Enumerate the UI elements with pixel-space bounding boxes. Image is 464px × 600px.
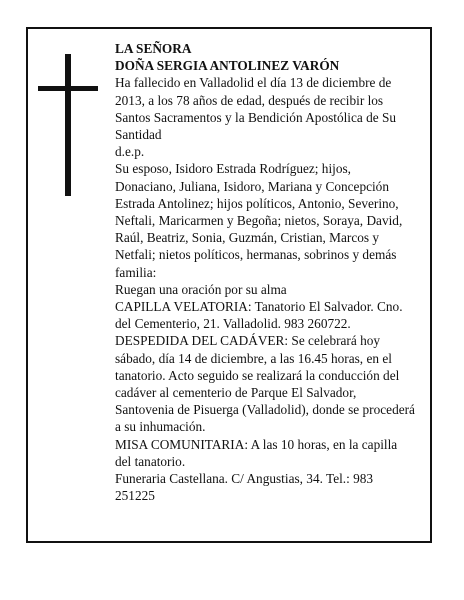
title-line-1: LA SEÑORA xyxy=(115,41,192,56)
family-list: Su esposo, Isidoro Estrada Rodríguez; hijos, Donaciano, Juliana, Isidoro, Mariana y Concepción Estrada Antolinez; hijos políticos, Antonio, Severino, Neftali, Maricarmen y Begoña; nietos, Soraya, David, Raúl, Beatriz, Sonia, Guzmán, Cristian, Marcos y Netfali; nietos políticos, hermanas, sobrinos y demás familia: xyxy=(115,161,403,280)
cross-vertical-bar xyxy=(65,54,71,196)
death-notice: Ha fallecido en Valladolid el día 13 de diciembre de 2013, a los 78 años de edad, después de recibir los Santos Sacramentos y la Bendición Apostólica de Su Santidad xyxy=(115,75,397,143)
deceased-name: DOÑA SERGIA ANTOLINEZ VARÓN xyxy=(115,58,340,74)
funeral-home-info: Funeraria Castellana. C/ Angustias, 34. Tel.: 983 251225 xyxy=(115,471,374,504)
prayer-request: Ruegan una oración por su alma xyxy=(115,281,287,297)
mass-info: MISA COMUNITARIA: A las 10 horas, en la capilla del tanatorio. xyxy=(115,436,398,469)
chapel-info: CAPILLA VELATORIA: Tanatorio El Salvador. Cno. del Cementerio, 21. Valladolid. 983 260722. xyxy=(115,299,403,332)
cross-horizontal-bar xyxy=(38,86,98,91)
cross-icon xyxy=(38,54,98,196)
farewell-info: DESPEDIDA DEL CADÁVER: Se celebrará hoy sábado, día 14 de diciembre, a las 16.45 horas, en el tanatorio. Acto seguido se realizará la conducción del cadáver al cementerio de Parque El Salvador, Santovenia de Pisuerga (Valladolid), donde se procederá a su inhumación. xyxy=(115,333,415,435)
rip-text: d.e.p. xyxy=(115,144,145,160)
obituary-text xyxy=(115,40,415,504)
